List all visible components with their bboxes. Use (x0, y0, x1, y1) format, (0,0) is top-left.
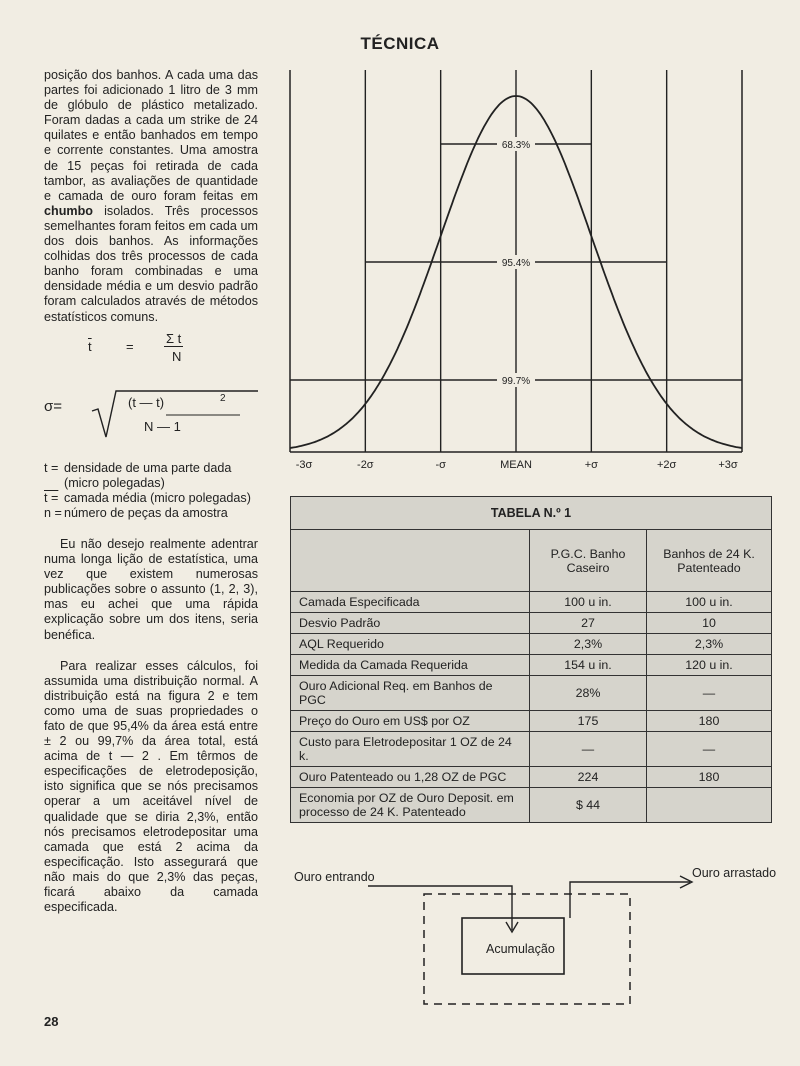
definitions (44, 461, 258, 521)
data-table (290, 496, 772, 823)
x-tick-label: +3σ (718, 459, 738, 471)
flow-diagram (290, 860, 800, 1020)
table-row (291, 613, 772, 634)
table-cell-v2: 180 (647, 711, 772, 732)
x-tick-label: MEAN (500, 459, 532, 471)
flow-svg (290, 860, 800, 1020)
page-number: 28 (44, 1014, 59, 1029)
accumulation-label: Acumulação (486, 942, 555, 956)
inflow-arrow (368, 886, 512, 930)
normal-distribution-chart (288, 66, 744, 476)
table-row-label: Ouro Patenteado ou 1,28 OZ de PGC (291, 767, 530, 788)
table-body (291, 592, 772, 823)
x-tick-label: +2σ (656, 459, 677, 471)
table-row (291, 732, 772, 767)
table-cell-v2: — (647, 732, 772, 767)
table-cell-v1: 28% (530, 676, 647, 711)
table-cell-v1: 2,3% (530, 634, 647, 655)
table-row-label: Ouro Adicional Req. em Banhos de PGC (291, 676, 530, 711)
mean-symbol: $\overline{t}$ (88, 338, 92, 354)
table-row-label: AQL Requerido (291, 634, 530, 655)
table-header-row (291, 530, 772, 592)
table-row-label: Custo para Eletrodepositar 1 OZ de 24 k. (291, 732, 530, 767)
table-row (291, 676, 772, 711)
section-title: TÉCNICA (360, 34, 440, 53)
chart-svg (288, 66, 744, 476)
gold-out-label: Ouro arrastado (692, 866, 777, 880)
table-row-label: Desvio Padrão (291, 613, 530, 634)
table-row-label: Medida da Camada Requerida (291, 655, 530, 676)
table-row (291, 711, 772, 732)
stddev-formula (44, 389, 258, 443)
table-row (291, 767, 772, 788)
table-cell-v2: 100 u in. (647, 592, 772, 613)
definition-value: número de peças da amostra (64, 505, 228, 520)
band-label: 95.4% (501, 258, 531, 269)
table-cell-v1: $ 44 (530, 788, 647, 823)
mean-denominator: N (172, 348, 182, 364)
paragraph-1-end: isolados. Três processos semelhantes foram feitos em cada um dos dois banhos. As informações colhidas dos três processos de cada banho foram combinadas e uma densidade média e um desvio padrão foram calculados através de métodos estatísticos comuns. (44, 203, 258, 324)
definition-value: camada média (micro polegadas) (64, 490, 251, 505)
table-cell-v2: — (647, 676, 772, 711)
definition-item (44, 461, 258, 491)
band-label: 68.3% (501, 140, 531, 151)
definition-item (44, 491, 258, 506)
table-cell-v1: 224 (530, 767, 647, 788)
x-tick-label: -3σ (295, 459, 313, 471)
paragraph-1 (44, 68, 258, 325)
table-cell-v2: 10 (647, 613, 772, 634)
table-cell-v1: 27 (530, 613, 647, 634)
sigma-symbol: σ= (44, 397, 63, 415)
stddev-exponent: 2 (220, 392, 226, 404)
table-col-header: P.G.C. Banho Caseiro (530, 530, 647, 592)
table-title-row (291, 497, 772, 530)
definition-item (44, 506, 258, 521)
text-column (44, 68, 258, 915)
x-tick-label: +σ (584, 459, 598, 471)
table-row (291, 788, 772, 823)
definition-key: n = (44, 505, 62, 520)
stddev-numerator: (t — t) (128, 394, 165, 410)
table-row (291, 634, 772, 655)
table-cell-v2: 180 (647, 767, 772, 788)
table-col-header: Banhos de 24 K. Patenteado (647, 530, 772, 592)
table-cell-v1: 100 u in. (530, 592, 647, 613)
paragraph-2: Eu não desejo realmente adentrar numa longa lição de estatística, uma vez que existem numerosas publicações sobre o assunto (1, 2, 3), mas eu achei que uma rápida explicação sobre um dos itens, seria benéfica. (44, 536, 258, 642)
table-cell-v2: 2,3% (647, 634, 772, 655)
table-row (291, 592, 772, 613)
gold-in-label: Ouro entrando (294, 870, 375, 884)
equals-sign: = (126, 338, 134, 354)
mean-numerator: Σ t (166, 330, 182, 346)
definition-key: t = (44, 490, 59, 505)
table-header-empty (291, 530, 530, 592)
table-row (291, 655, 772, 676)
table-title: TABELA N.º 1 (291, 497, 772, 530)
table-cell-v2: 120 u in. (647, 655, 772, 676)
table-cell-v1: 154 u in. (530, 655, 647, 676)
paragraph-1-bold: chumbo (44, 203, 93, 218)
definition-key: t = (44, 460, 59, 475)
definition-value: densidade de uma parte dada (micro polegadas) (64, 460, 232, 490)
table-row-label: Economia por OZ de Ouro Deposit. em processo de 24 K. Patenteado (291, 788, 530, 823)
paragraph-1-text: posição dos banhos. A cada uma das partes foi adicionado 1 litro de 3 mm de glóbulo de plástico metalizado. Foram dadas a cada um strike de 24 quilates e então banhados em tempo e corrente constantes. Uma amostra de 15 peças foi retirada de cada tambor, as avaliações de quantidade e camada de ouro foram feitas em (44, 68, 258, 203)
stddev-denominator: N — 1 (144, 418, 181, 434)
table-row-label: Camada Especificada (291, 592, 530, 613)
band-label: 99.7% (501, 376, 531, 387)
paragraph-3: Para realizar esses cálculos, foi assumida uma distribuição normal. A distribuição está na figura 2 e tem como uma de suas propriedades o fato de que 95,4% da área está entre ± 2 ou 99,7% da área total, está acima de t — 2 . Em têrmos de especificações de eletrodeposição, isto significa que se nós precisamos operar a um aceitável nível de qualidade que se diria 2,3%, então nós precisamos eletrodepositar uma camada que está 2 acima da especificação. Isto assegurará que não mais do que 2,3% das peças, ficará abaixo da camada especificada. (44, 658, 258, 915)
table-cell-v1: 175 (530, 711, 647, 732)
x-tick-label: -σ (435, 459, 446, 471)
x-tick-label: -2σ (357, 459, 374, 471)
table-cell-v2 (647, 788, 772, 823)
table-cell-v1: — (530, 732, 647, 767)
mean-formula (44, 329, 258, 375)
table-row-label: Preço do Ouro em US$ por OZ (291, 711, 530, 732)
